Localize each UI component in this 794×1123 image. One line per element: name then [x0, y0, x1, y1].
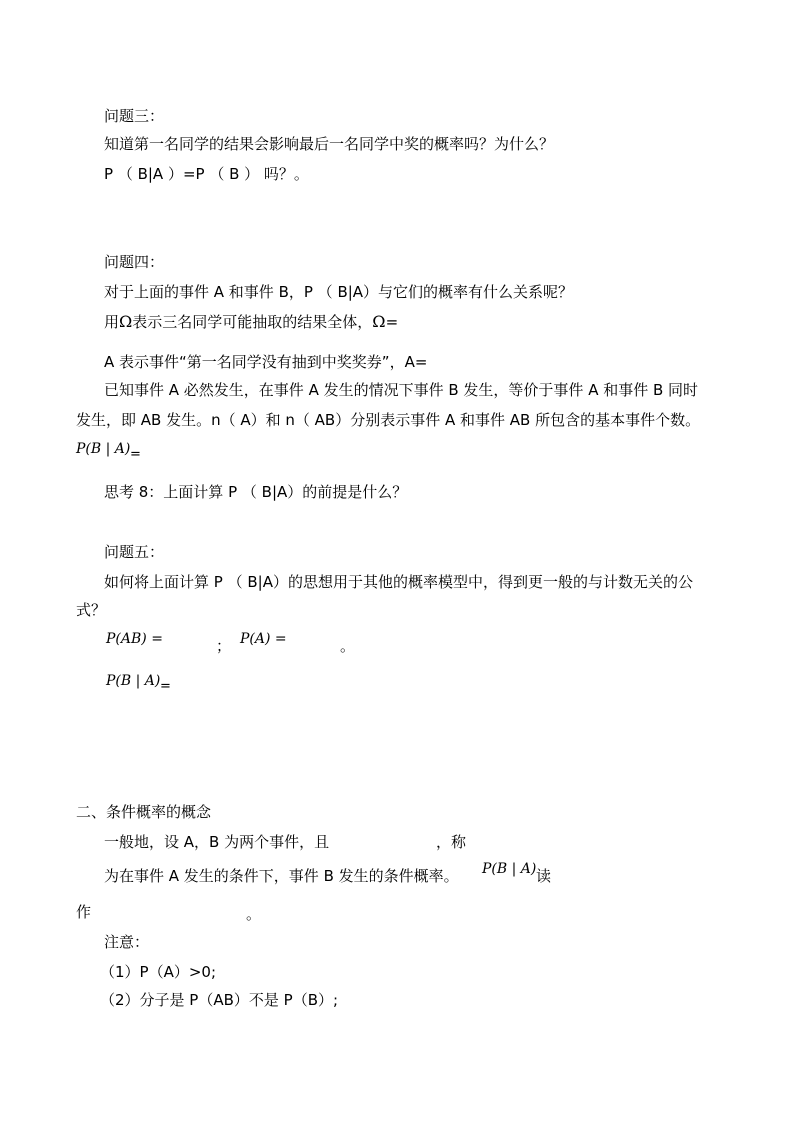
think8-text: 思考 8：上面计算 P （ B|A）的前提是什么？ — [104, 483, 408, 501]
q4-formula-pba: P(B | A) — [76, 441, 131, 457]
q3-heading: 问题三： — [104, 107, 165, 125]
note-item-1: （1）P（A）>0; — [100, 963, 217, 981]
q3-line2: P （ B|A ）=P （ B ） 吗？。 — [104, 165, 309, 183]
q4-line5: 发生，即 AB 发生。n（ A）和 n（ AB）分别表示事件 A 和事件 AB 所包含的基本事件个数。 — [76, 411, 701, 429]
q5-formula-pba: P(B | A) — [106, 673, 161, 689]
q5-heading: 问题五： — [104, 543, 165, 561]
omega-symbol: Ω — [119, 312, 133, 331]
q4-line1: 对于上面的事件 A 和事件 B，P （ B|A）与它们的概率有什么关系呢？ — [104, 283, 574, 301]
s2-line3-post: 。 — [246, 905, 262, 923]
q3-line1: 知道第一名同学的结果会影响最后一名同学中奖的概率吗？为什么？ — [104, 135, 555, 153]
s2-line2-post: 读 — [536, 867, 552, 885]
q4-line4: 已知事件 A 必然发生，在事件 A 发生的情况下事件 B 发生，等价于事件 A 和事件 B 同时 — [104, 381, 699, 399]
s2-line1-pre: 一般地，设 A，B 为两个事件，且 — [104, 833, 330, 851]
note-heading: 注意： — [104, 933, 150, 951]
s2-line2-formula: P(B | A) — [482, 861, 537, 877]
q5-formula-pab: P(AB) = — [106, 631, 163, 647]
q5-line1: 如何将上面计算 P （ B|A）的思想用于其他的概率模型中，得到更一般的与计数无关的公 — [104, 573, 693, 591]
q5-end-period: 。 — [340, 637, 356, 655]
q4-line3: A 表示事件“第一名同学没有抽到中奖奖券”，A= — [104, 353, 428, 371]
q5-formula-eq: = — [160, 679, 171, 694]
q5-formula-pa: P(A) = — [240, 631, 287, 647]
q4-omega-post: = — [385, 313, 399, 331]
note-item-2: （2）分子是 P（AB）不是 P（B）; — [100, 991, 339, 1009]
omega-symbol-2: Ω — [372, 312, 386, 331]
q4-formula-eq: = — [130, 447, 141, 462]
q4-heading: 问题四： — [104, 253, 165, 271]
s2-heading: 二、条件概率的概念 — [76, 803, 212, 821]
q4-omega-line — [104, 312, 398, 332]
s2-line1-post: ，称 — [436, 833, 467, 851]
s2-line3-pre: 作 — [76, 903, 92, 921]
q4-omega-pre: 用 — [104, 313, 120, 331]
s2-line2-pre: 为在事件 A 发生的条件下，事件 B 发生的条件概率。 — [104, 867, 459, 885]
q4-omega-mid: 表示三名同学可能抽取的结果全体， — [132, 313, 373, 331]
q5-semicolon: ； — [216, 637, 232, 655]
q5-line2: 式？ — [76, 601, 107, 619]
